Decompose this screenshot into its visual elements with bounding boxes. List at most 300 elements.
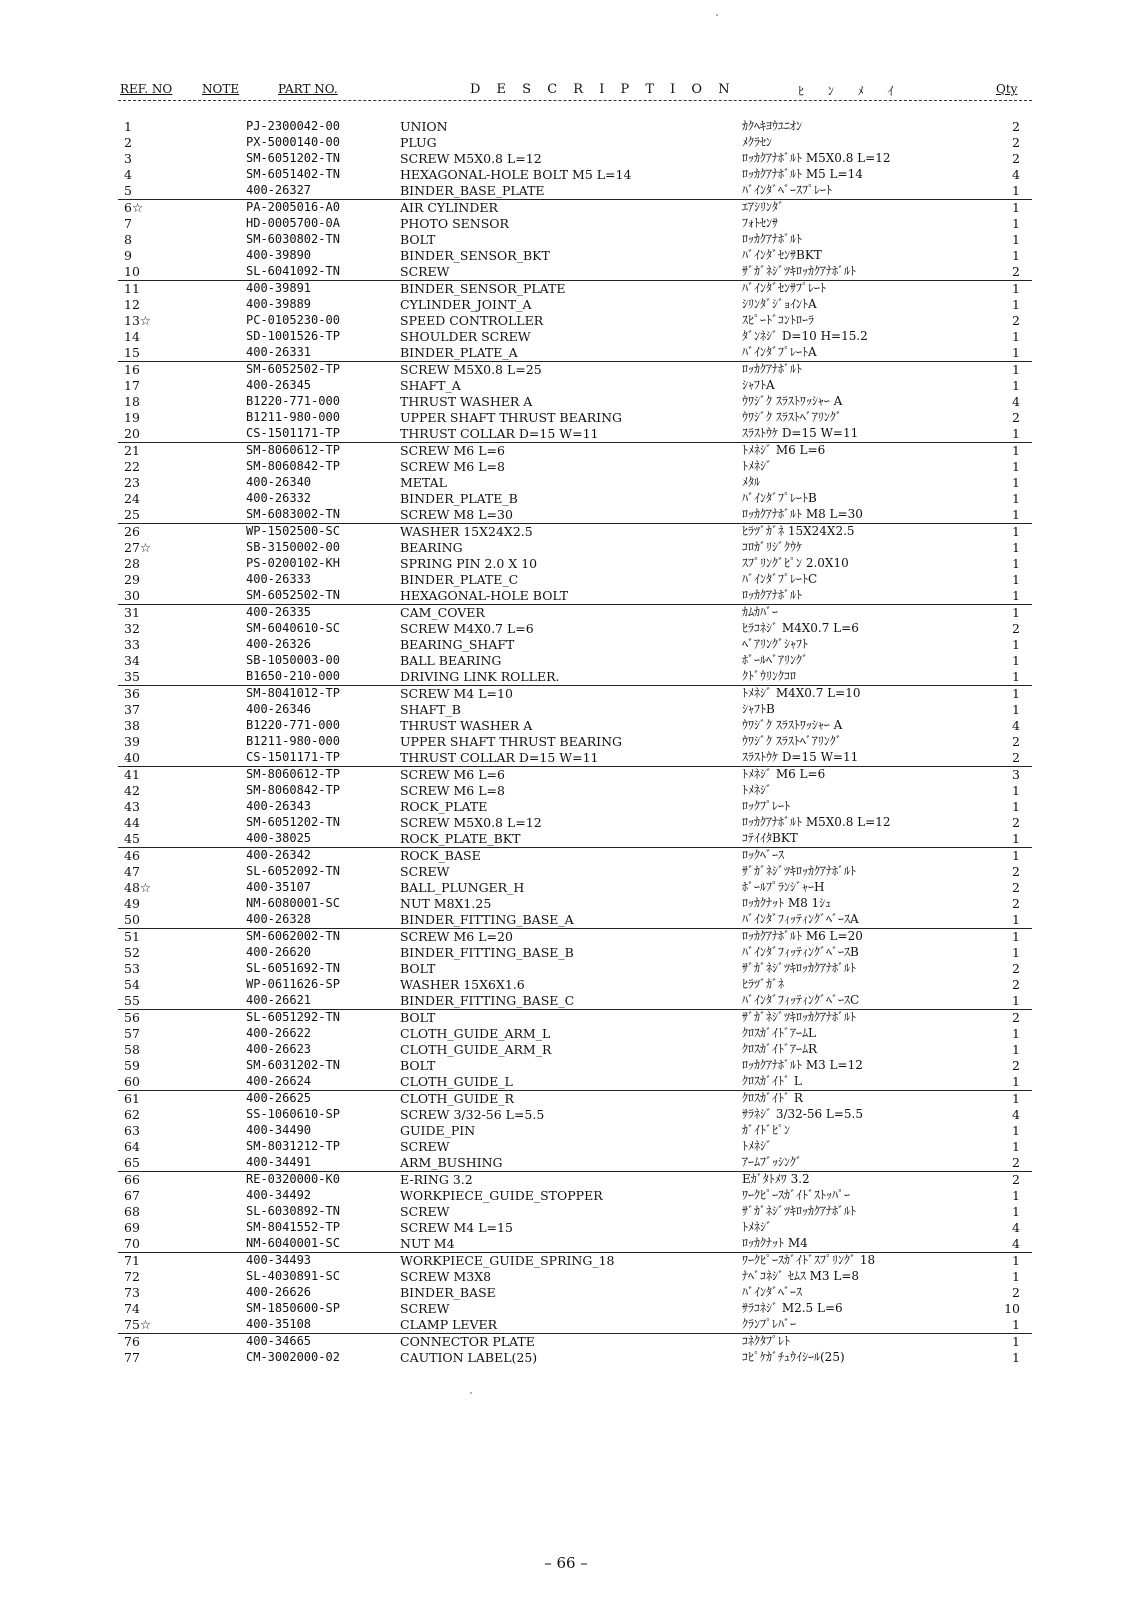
qty-cell: 1 xyxy=(1012,1026,1020,1041)
qty-cell: 2 xyxy=(1012,1010,1020,1025)
qty-cell: 2 xyxy=(1012,621,1020,636)
table-row xyxy=(118,815,1032,831)
hinmei-cell: ｺﾃｲｲﾀBKT xyxy=(742,831,798,845)
description-cell: BINDER_PLATE_A xyxy=(400,345,518,360)
ref-no-cell: 19 xyxy=(124,410,140,425)
table-row xyxy=(118,1009,1032,1026)
qty-cell: 2 xyxy=(1012,896,1020,911)
part-no-cell: PJ-2300042-00 xyxy=(246,119,340,133)
description-cell: METAL xyxy=(400,475,447,490)
hinmei-cell: ﾊﾞｲﾝﾀﾞﾍﾞｰｽ xyxy=(742,1285,803,1299)
description-cell: UPPER SHAFT THRUST BEARING xyxy=(400,410,623,425)
description-cell: SCREW xyxy=(400,264,450,279)
table-row xyxy=(118,685,1032,702)
qty-cell: 1 xyxy=(1012,507,1020,522)
table-row xyxy=(118,1090,1032,1107)
ref-no-cell: 24 xyxy=(124,491,140,506)
ref-no-cell: 21 xyxy=(124,443,140,458)
part-no-cell: 400-26624 xyxy=(246,1074,312,1088)
table-row xyxy=(118,507,1032,523)
ref-no-cell: 68 xyxy=(124,1204,140,1219)
ref-no-cell: 60 xyxy=(124,1074,140,1089)
hinmei-cell: ﾎﾞｰﾙﾍﾞｱﾘﾝｸﾞ xyxy=(742,653,809,667)
description-cell: DRIVING LINK ROLLER. xyxy=(400,669,560,684)
description-cell: BINDER_BASE_PLATE xyxy=(400,183,545,198)
ref-no-cell: 18 xyxy=(124,394,140,409)
qty-cell: 1 xyxy=(1012,524,1020,539)
parts-table-body xyxy=(118,119,1032,1366)
table-row xyxy=(118,264,1032,280)
ref-no-cell: 69 xyxy=(124,1220,140,1235)
qty-cell: 1 xyxy=(1012,912,1020,927)
table-row xyxy=(118,216,1032,232)
table-row xyxy=(118,232,1032,248)
hinmei-cell: ｳﾜｼﾞｸ ｽﾗｽﾄﾜｯｼｬｰ A xyxy=(742,718,843,732)
description-cell: SCREW M6 L=20 xyxy=(400,929,513,944)
ref-no-cell: 11 xyxy=(124,281,140,296)
table-row xyxy=(118,329,1032,345)
ref-no-cell: 6☆ xyxy=(124,200,144,215)
scan-speck xyxy=(470,1392,472,1394)
qty-cell: 1 xyxy=(1012,232,1020,247)
header-description: D E S C R I P T I O N xyxy=(470,82,736,97)
hinmei-cell: ｳﾜｼﾞｸ ｽﾗｽﾄﾍﾞｱﾘﾝｸﾞ xyxy=(742,410,842,424)
hinmei-cell: ｼｬﾌﾄB xyxy=(742,702,775,716)
table-row xyxy=(118,248,1032,264)
hinmei-cell: ｽﾗｽﾄｳｹ D=15 W=11 xyxy=(742,426,859,440)
description-cell: SCREW xyxy=(400,1301,450,1316)
description-cell: SCREW xyxy=(400,1139,450,1154)
hinmei-cell: ﾛｯｶｸｱﾅﾎﾞﾙﾄ M6 L=20 xyxy=(742,929,863,943)
part-no-cell: 400-26326 xyxy=(246,637,312,651)
part-no-cell: SM-8060612-TP xyxy=(246,443,340,457)
table-row xyxy=(118,1058,1032,1074)
table-row xyxy=(118,540,1032,556)
qty-cell: 2 xyxy=(1012,1155,1020,1170)
qty-cell: 1 xyxy=(1012,248,1020,263)
hinmei-cell: ｽﾌﾟﾘﾝｸﾞﾋﾟﾝ 2.0X10 xyxy=(742,556,849,570)
table-row xyxy=(118,167,1032,183)
hinmei-cell: ﾛｯｶｸﾅｯﾄ M4 xyxy=(742,1236,808,1250)
part-no-cell: 400-26346 xyxy=(246,702,312,716)
description-cell: WASHER 15X24X2.5 xyxy=(400,524,533,539)
table-row xyxy=(118,912,1032,928)
hinmei-cell: ｽﾗｽﾄｳｹ D=15 W=11 xyxy=(742,750,859,764)
part-no-cell: SD-1001526-TP xyxy=(246,329,340,343)
hinmei-cell: ｺﾛｶﾞﾘｼﾞｸｳｹ xyxy=(742,540,803,554)
qty-cell: 1 xyxy=(1012,848,1020,863)
part-no-cell: SL-6030892-TN xyxy=(246,1204,340,1218)
part-no-cell: SL-6041092-TN xyxy=(246,264,340,278)
hinmei-cell: ﾊﾞｲﾝﾀﾞｾﾝｻﾌﾟﾚｰﾄ xyxy=(742,281,827,295)
table-row xyxy=(118,119,1032,135)
table-row xyxy=(118,1204,1032,1220)
hinmei-cell: ﾛｯｶｸﾅｯﾄ M8 1ｼｭ xyxy=(742,896,832,910)
description-cell: THRUST WASHER A xyxy=(400,718,533,733)
table-row xyxy=(118,1026,1032,1042)
hinmei-cell: Eｶﾞﾀﾄﾒﾜ 3.2 xyxy=(742,1172,810,1186)
hinmei-cell: ﾊﾞｲﾝﾀﾞﾍﾞｰｽﾌﾟﾚｰﾄ xyxy=(742,183,833,197)
ref-no-cell: 31 xyxy=(124,605,140,620)
ref-no-cell: 39 xyxy=(124,734,140,749)
qty-cell: 2 xyxy=(1012,135,1020,150)
table-row xyxy=(118,313,1032,329)
ref-no-cell: 14 xyxy=(124,329,140,344)
hinmei-cell: ﾜｰｸﾋﾟｰｽｶﾞｲﾄﾞｽﾄｯﾊﾟｰ xyxy=(742,1188,851,1202)
description-cell: HEXAGONAL-HOLE BOLT M5 L=14 xyxy=(400,167,632,182)
ref-no-cell: 54 xyxy=(124,977,140,992)
hinmei-cell: ｸﾄﾞｳﾘﾝｸｺﾛ xyxy=(742,669,797,683)
ref-no-cell: 77 xyxy=(124,1350,140,1365)
qty-cell: 3 xyxy=(1012,767,1020,782)
hinmei-cell: ｳﾜｼﾞｸ ｽﾗｽﾄﾍﾞｱﾘﾝｸﾞ xyxy=(742,734,842,748)
part-no-cell: SM-8031212-TP xyxy=(246,1139,340,1153)
hinmei-cell: ﾛｯｶｸｱﾅﾎﾞﾙﾄ M5X0.8 L=12 xyxy=(742,151,891,165)
hinmei-cell: ｺﾋﾟｹｶﾞﾁｭｳｲｼｰﾙ(25) xyxy=(742,1350,845,1364)
hinmei-cell: ｸﾗﾝﾌﾟﾚﾊﾞｰ xyxy=(742,1317,797,1331)
description-cell: SCREW xyxy=(400,1204,450,1219)
description-cell: NUT M8X1.25 xyxy=(400,896,492,911)
part-no-cell: PA-2005016-A0 xyxy=(246,200,340,214)
qty-cell: 1 xyxy=(1012,572,1020,587)
table-row xyxy=(118,1350,1032,1366)
hinmei-cell: ﾄﾒﾈｼﾞ M4X0.7 L=10 xyxy=(742,686,861,700)
part-no-cell: 400-34490 xyxy=(246,1123,312,1137)
hinmei-cell: ｻﾞｶﾞﾈｼﾞﾂｷﾛｯｶｸｱﾅﾎﾞﾙﾄ xyxy=(742,961,857,975)
qty-cell: 4 xyxy=(1012,1236,1020,1251)
part-no-cell: 400-39891 xyxy=(246,281,312,295)
qty-cell: 2 xyxy=(1012,1285,1020,1300)
table-row xyxy=(118,1139,1032,1155)
description-cell: GUIDE_PIN xyxy=(400,1123,476,1138)
table-row xyxy=(118,1285,1032,1301)
part-no-cell: SM-6040610-SC xyxy=(246,621,340,635)
scan-speck xyxy=(716,14,718,16)
ref-no-cell: 74 xyxy=(124,1301,140,1316)
qty-cell: 2 xyxy=(1012,1058,1020,1073)
description-cell: SCREW 3/32-56 L=5.5 xyxy=(400,1107,545,1122)
ref-no-cell: 64 xyxy=(124,1139,140,1154)
table-row xyxy=(118,588,1032,604)
table-row xyxy=(118,750,1032,766)
header-note: NOTE xyxy=(202,82,240,96)
hinmei-cell: ｻﾞｶﾞﾈｼﾞﾂｷﾛｯｶｸｱﾅﾎﾞﾙﾄ xyxy=(742,1010,857,1024)
description-cell: SCREW xyxy=(400,864,450,879)
ref-no-cell: 56 xyxy=(124,1010,140,1025)
hinmei-cell: ﾄﾒﾈｼﾞ M6 L=6 xyxy=(742,443,826,457)
qty-cell: 1 xyxy=(1012,1204,1020,1219)
part-no-cell: 400-38025 xyxy=(246,831,312,845)
part-no-cell: PC-0105230-00 xyxy=(246,313,340,327)
ref-no-cell: 40 xyxy=(124,750,140,765)
description-cell: WORKPIECE_GUIDE_SPRING_18 xyxy=(400,1253,615,1268)
hinmei-cell: ﾋﾗﾂﾞｶﾞﾈ 15X24X2.5 xyxy=(742,524,855,538)
table-row xyxy=(118,653,1032,669)
ref-no-cell: 22 xyxy=(124,459,140,474)
part-no-cell: 400-26332 xyxy=(246,491,312,505)
description-cell: BOLT xyxy=(400,232,436,247)
description-cell: CAM_COVER xyxy=(400,605,485,620)
part-no-cell: 400-26623 xyxy=(246,1042,312,1056)
hinmei-cell: ｸﾛｽｶﾞｲﾄﾞ R xyxy=(742,1091,803,1105)
table-row xyxy=(118,442,1032,459)
table-row xyxy=(118,361,1032,378)
table-row xyxy=(118,945,1032,961)
qty-cell: 2 xyxy=(1012,961,1020,976)
hinmei-cell: ﾅﾍﾞｺﾈｼﾞ ｾﾑｽ M3 L=8 xyxy=(742,1269,860,1283)
ref-no-cell: 26 xyxy=(124,524,140,539)
table-row xyxy=(118,1317,1032,1333)
part-no-cell: B1650-210-000 xyxy=(246,669,340,683)
hinmei-cell: ﾊﾞｲﾝﾀﾞｾﾝｻBKT xyxy=(742,248,822,262)
qty-cell: 1 xyxy=(1012,929,1020,944)
ref-no-cell: 20 xyxy=(124,426,140,441)
part-no-cell: NM-6040001-SC xyxy=(246,1236,340,1250)
part-no-cell: NM-6080001-SC xyxy=(246,896,340,910)
table-row xyxy=(118,831,1032,847)
part-no-cell: 400-26340 xyxy=(246,475,312,489)
qty-cell: 1 xyxy=(1012,345,1020,360)
table-row xyxy=(118,669,1032,685)
description-cell: BINDER_FITTING_BASE_C xyxy=(400,993,575,1008)
ref-no-cell: 9 xyxy=(124,248,132,263)
qty-cell: 4 xyxy=(1012,1107,1020,1122)
ref-no-cell: 17 xyxy=(124,378,140,393)
part-no-cell: 400-26345 xyxy=(246,378,312,392)
ref-no-cell: 36 xyxy=(124,686,140,701)
qty-cell: 10 xyxy=(1004,1301,1020,1316)
hinmei-cell: ｽﾋﾟｰﾄﾞｺﾝﾄﾛｰﾗ xyxy=(742,313,815,327)
table-row xyxy=(118,637,1032,653)
hinmei-cell: ﾒｸﾗｾﾝ xyxy=(742,135,773,149)
qty-cell: 1 xyxy=(1012,1317,1020,1332)
hinmei-cell: ﾒﾀﾙ xyxy=(742,475,761,489)
ref-no-cell: 76 xyxy=(124,1334,140,1349)
part-no-cell: WP-1502500-SC xyxy=(246,524,340,538)
qty-cell: 1 xyxy=(1012,1350,1020,1365)
description-cell: ROCK_BASE xyxy=(400,848,481,863)
header-qty: Qty xyxy=(996,82,1018,96)
description-cell: E-RING 3.2 xyxy=(400,1172,473,1187)
description-cell: SCREW M4 L=10 xyxy=(400,686,513,701)
qty-cell: 1 xyxy=(1012,605,1020,620)
ref-no-cell: 33 xyxy=(124,637,140,652)
table-row xyxy=(118,199,1032,216)
description-cell: BOLT xyxy=(400,1058,436,1073)
description-cell: CLOTH_GUIDE_R xyxy=(400,1091,514,1106)
ref-no-cell: 27☆ xyxy=(124,540,152,555)
qty-cell: 1 xyxy=(1012,329,1020,344)
description-cell: HEXAGONAL-HOLE BOLT xyxy=(400,588,569,603)
table-header xyxy=(118,80,1032,101)
description-cell: SHAFT_B xyxy=(400,702,461,717)
table-row xyxy=(118,394,1032,410)
description-cell: CONNECTOR PLATE xyxy=(400,1334,535,1349)
ref-no-cell: 50 xyxy=(124,912,140,927)
part-no-cell: 400-34493 xyxy=(246,1253,312,1267)
hinmei-cell: ﾄﾒﾈｼﾞ xyxy=(742,1220,773,1234)
table-row xyxy=(118,977,1032,993)
part-no-cell: 400-26333 xyxy=(246,572,312,586)
table-row xyxy=(118,993,1032,1009)
qty-cell: 2 xyxy=(1012,264,1020,279)
part-no-cell: 400-26620 xyxy=(246,945,312,959)
description-cell: SCREW M6 L=8 xyxy=(400,459,505,474)
ref-no-cell: 59 xyxy=(124,1058,140,1073)
ref-no-cell: 16 xyxy=(124,362,140,377)
table-row xyxy=(118,378,1032,394)
part-no-cell: WP-0611626-SP xyxy=(246,977,340,991)
part-no-cell: SM-1850600-SP xyxy=(246,1301,340,1315)
ref-no-cell: 37 xyxy=(124,702,140,717)
ref-no-cell: 23 xyxy=(124,475,140,490)
part-no-cell: 400-26625 xyxy=(246,1091,312,1105)
ref-no-cell: 53 xyxy=(124,961,140,976)
description-cell: BINDER_SENSOR_PLATE xyxy=(400,281,566,296)
part-no-cell: SM-8060842-TP xyxy=(246,783,340,797)
table-row xyxy=(118,621,1032,637)
hinmei-cell: ｻﾗﾈｼﾞ 3/32-56 L=5.5 xyxy=(742,1107,864,1121)
ref-no-cell: 41 xyxy=(124,767,140,782)
part-no-cell: HD-0005700-0A xyxy=(246,216,340,230)
table-row xyxy=(118,297,1032,313)
table-row xyxy=(118,135,1032,151)
hinmei-cell: ﾀﾞﾝﾈｼﾞ D=10 H=15.2 xyxy=(742,329,868,343)
hinmei-cell: ﾛｯｶｸｱﾅﾎﾞﾙﾄ xyxy=(742,232,803,246)
qty-cell: 4 xyxy=(1012,1220,1020,1235)
description-cell: THRUST COLLAR D=15 W=11 xyxy=(400,426,599,441)
description-cell: UPPER SHAFT THRUST BEARING xyxy=(400,734,623,749)
description-cell: WASHER 15X6X1.6 xyxy=(400,977,525,992)
qty-cell: 2 xyxy=(1012,313,1020,328)
ref-no-cell: 15 xyxy=(124,345,140,360)
part-no-cell: SB-1050003-00 xyxy=(246,653,340,667)
hinmei-cell: ｼﾘﾝﾀﾞｼﾞｮｲﾝﾄA xyxy=(742,297,817,311)
ref-no-cell: 70 xyxy=(124,1236,140,1251)
description-cell: ROCK_PLATE xyxy=(400,799,488,814)
description-cell: AIR CYLINDER xyxy=(400,200,498,215)
description-cell: BALL_PLUNGER_H xyxy=(400,880,525,895)
table-row xyxy=(118,1171,1032,1188)
description-cell: WORKPIECE_GUIDE_STOPPER xyxy=(400,1188,603,1203)
ref-no-cell: 48☆ xyxy=(124,880,152,895)
hinmei-cell: ﾛｯｶｸｱﾅﾎﾞﾙﾄ M5 L=14 xyxy=(742,167,863,181)
ref-no-cell: 66 xyxy=(124,1172,140,1187)
qty-cell: 2 xyxy=(1012,815,1020,830)
description-cell: SCREW M6 L=8 xyxy=(400,783,505,798)
ref-no-cell: 52 xyxy=(124,945,140,960)
description-cell: BINDER_BASE xyxy=(400,1285,496,1300)
part-no-cell: 400-34492 xyxy=(246,1188,312,1202)
table-row xyxy=(118,183,1032,199)
description-cell: BINDER_FITTING_BASE_B xyxy=(400,945,574,960)
qty-cell: 1 xyxy=(1012,686,1020,701)
qty-cell: 2 xyxy=(1012,119,1020,134)
description-cell: THRUST COLLAR D=15 W=11 xyxy=(400,750,599,765)
part-no-cell: SM-6051202-TN xyxy=(246,151,340,165)
table-row xyxy=(118,961,1032,977)
ref-no-cell: 72 xyxy=(124,1269,140,1284)
ref-no-cell: 34 xyxy=(124,653,140,668)
ref-no-cell: 13☆ xyxy=(124,313,152,328)
qty-cell: 2 xyxy=(1012,750,1020,765)
qty-cell: 2 xyxy=(1012,410,1020,425)
ref-no-cell: 58 xyxy=(124,1042,140,1057)
qty-cell: 1 xyxy=(1012,637,1020,652)
ref-no-cell: 32 xyxy=(124,621,140,636)
hinmei-cell: ﾄﾒﾈｼﾞ M6 L=6 xyxy=(742,767,826,781)
qty-cell: 1 xyxy=(1012,1074,1020,1089)
qty-cell: 1 xyxy=(1012,831,1020,846)
hinmei-cell: ｶﾑｶﾊﾞｰ xyxy=(742,605,779,619)
qty-cell: 1 xyxy=(1012,1334,1020,1349)
qty-cell: 1 xyxy=(1012,491,1020,506)
part-no-cell: B1211-980-000 xyxy=(246,734,340,748)
part-no-cell: SM-6062002-TN xyxy=(246,929,340,943)
qty-cell: 1 xyxy=(1012,1139,1020,1154)
qty-cell: 1 xyxy=(1012,540,1020,555)
description-cell: PHOTO SENSOR xyxy=(400,216,509,231)
table-row xyxy=(118,1252,1032,1269)
ref-no-cell: 49 xyxy=(124,896,140,911)
qty-cell: 4 xyxy=(1012,718,1020,733)
hinmei-cell: ﾛｯｶｸｱﾅﾎﾞﾙﾄ xyxy=(742,588,803,602)
qty-cell: 1 xyxy=(1012,459,1020,474)
hinmei-cell: ﾊﾞｲﾝﾀﾞﾌﾟﾚｰﾄC xyxy=(742,572,818,586)
qty-cell: 1 xyxy=(1012,216,1020,231)
description-cell: SCREW M4 L=15 xyxy=(400,1220,513,1235)
hinmei-cell: ﾎﾞｰﾙﾌﾟﾗﾝｼﾞｬｰH xyxy=(742,880,825,894)
hinmei-cell: ｻﾗｺﾈｼﾞ M2.5 L=6 xyxy=(742,1301,843,1315)
ref-no-cell: 35 xyxy=(124,669,140,684)
hinmei-cell: ｸﾛｽｶﾞｲﾄﾞｱｰﾑL xyxy=(742,1026,816,1040)
ref-no-cell: 57 xyxy=(124,1026,140,1041)
table-row xyxy=(118,1333,1032,1350)
part-no-cell: 400-26342 xyxy=(246,848,312,862)
part-no-cell: SM-6031202-TN xyxy=(246,1058,340,1072)
description-cell: BOLT xyxy=(400,1010,436,1025)
qty-cell: 1 xyxy=(1012,475,1020,490)
description-cell: SHOULDER SCREW xyxy=(400,329,531,344)
qty-cell: 1 xyxy=(1012,702,1020,717)
ref-no-cell: 42 xyxy=(124,783,140,798)
hinmei-cell: ｱｰﾑﾌﾞｯｼﾝｸﾞ xyxy=(742,1155,803,1169)
qty-cell: 1 xyxy=(1012,556,1020,571)
qty-cell: 4 xyxy=(1012,167,1020,182)
part-no-cell: 400-26328 xyxy=(246,912,312,926)
ref-no-cell: 55 xyxy=(124,993,140,1008)
description-cell: BINDER_FITTING_BASE_A xyxy=(400,912,574,927)
table-row xyxy=(118,459,1032,475)
ref-no-cell: 65 xyxy=(124,1155,140,1170)
part-no-cell: CS-1501171-TP xyxy=(246,426,340,440)
hinmei-cell: ﾊﾞｲﾝﾀﾞﾌｨｯﾃｨﾝｸﾞﾍﾞｰｽB xyxy=(742,945,859,959)
part-no-cell: SL-6051292-TN xyxy=(246,1010,340,1024)
part-no-cell: RE-0320000-K0 xyxy=(246,1172,340,1186)
hinmei-cell: ﾛｯｶｸｱﾅﾎﾞﾙﾄ xyxy=(742,362,803,376)
part-no-cell: SM-8060612-TP xyxy=(246,767,340,781)
ref-no-cell: 67 xyxy=(124,1188,140,1203)
ref-no-cell: 44 xyxy=(124,815,140,830)
table-row xyxy=(118,280,1032,297)
qty-cell: 1 xyxy=(1012,1042,1020,1057)
ref-no-cell: 30 xyxy=(124,588,140,603)
qty-cell: 1 xyxy=(1012,669,1020,684)
qty-cell: 1 xyxy=(1012,799,1020,814)
table-row xyxy=(118,556,1032,572)
ref-no-cell: 3 xyxy=(124,151,132,166)
hinmei-cell: ﾄﾒﾈｼﾞ xyxy=(742,459,773,473)
